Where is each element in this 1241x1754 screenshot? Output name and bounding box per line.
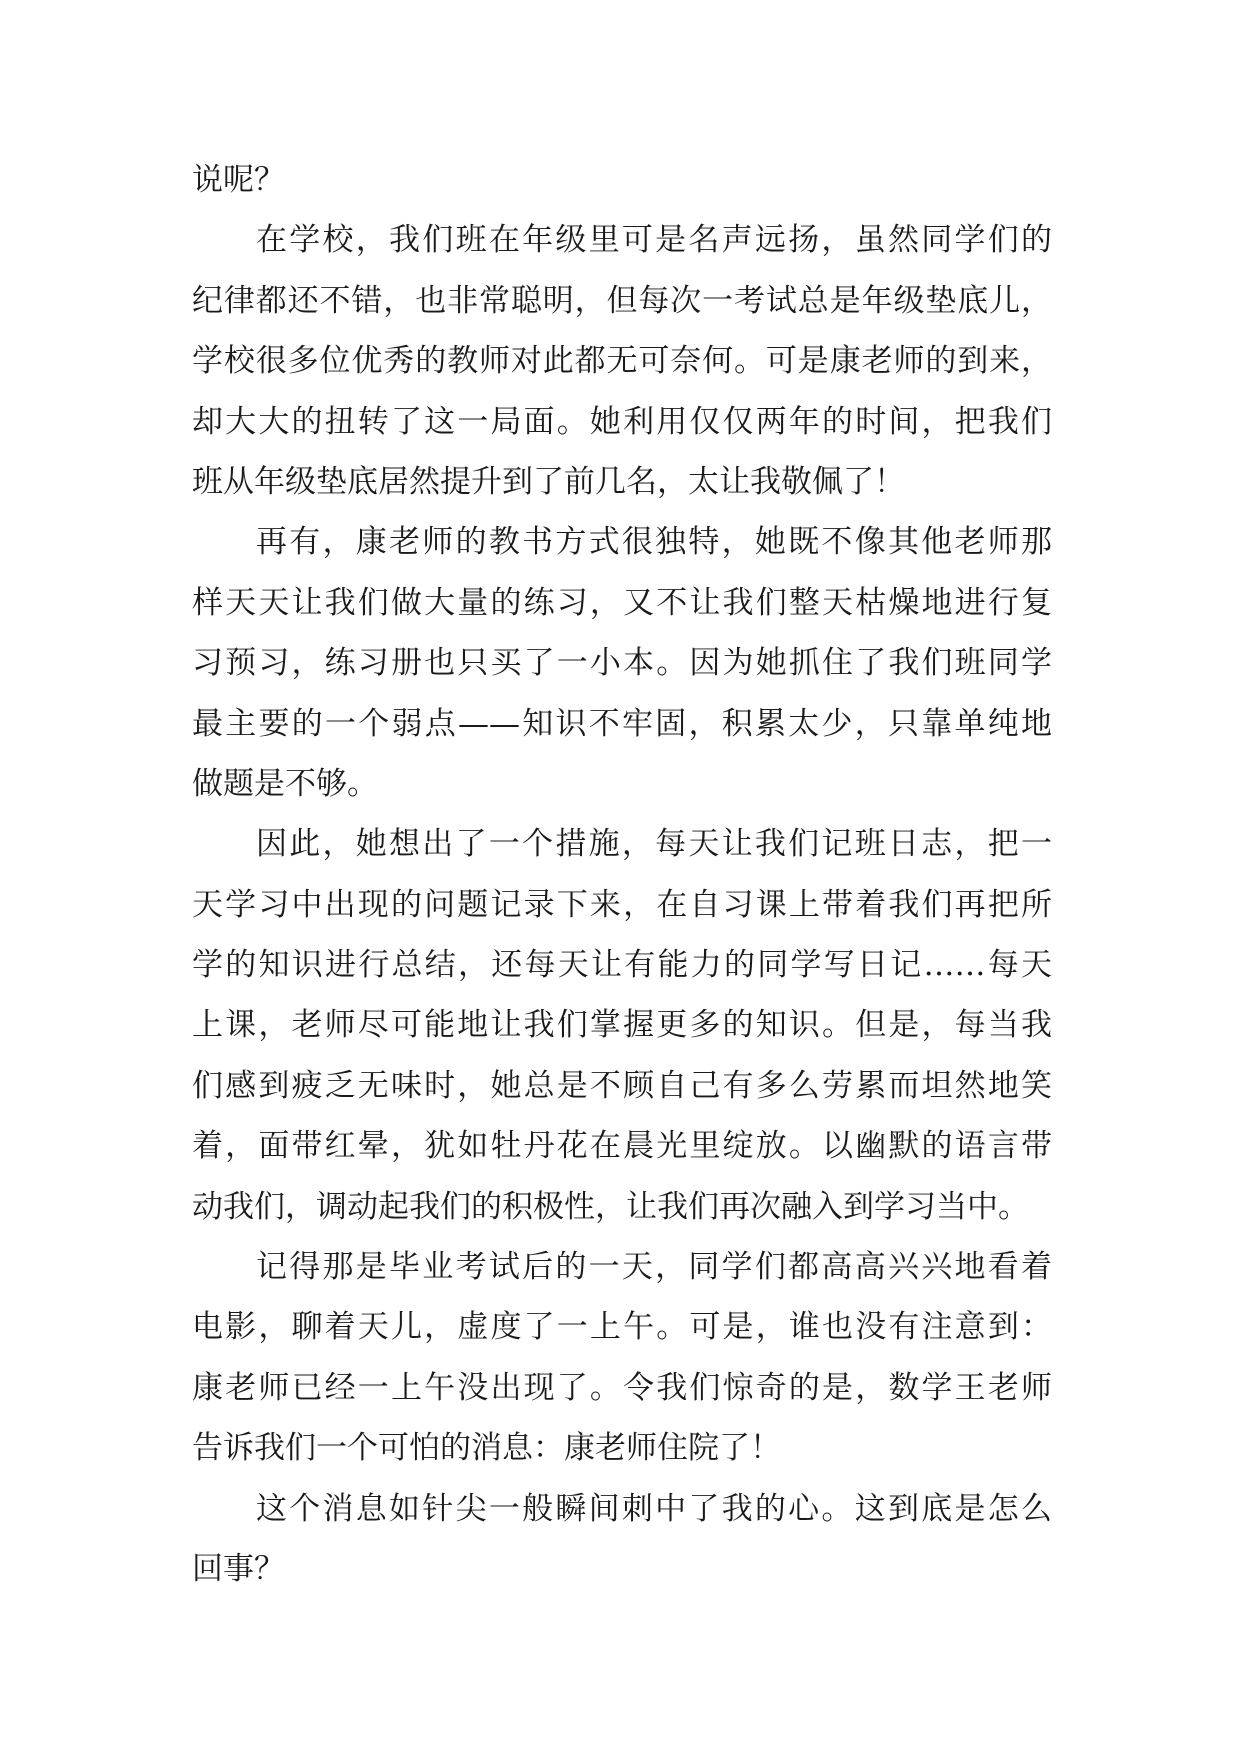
text-line: 记得那是毕业考试后的一天，同学们都高高兴兴地看着 xyxy=(256,1249,1052,1286)
text-line: 纪律都还不错，也非常聪明，但每次一考试总是年级垫底儿， xyxy=(192,282,1052,319)
body-text xyxy=(192,150,1052,1599)
text-line: 样天天让我们做大量的练习，又不让我们整天枯燥地进行复 xyxy=(192,584,1052,621)
text-line: 在学校，我们班在年级里可是名声远扬，虽然同学们的 xyxy=(256,222,1052,259)
text-line: 因此，她想出了一个措施，每天让我们记班日志，把一 xyxy=(256,826,1052,863)
text-line: 学校很多位优秀的教师对此都无可奈何。可是康老师的到来， xyxy=(192,343,1052,380)
text-line: 这个消息如针尖一般瞬间刺中了我的心。这到底是怎么 xyxy=(256,1490,1052,1527)
text-line: 天学习中出现的问题记录下来，在自习课上带着我们再把所 xyxy=(192,886,1052,923)
text-line: 着，面带红晕，犹如牡丹花在晨光里绽放。以幽默的语言带 xyxy=(192,1128,1052,1165)
text-line: 告诉我们一个可怕的消息：康老师住院了！ xyxy=(192,1430,781,1467)
text-line: 却大大的扭转了这一局面。她利用仅仅两年的时间，把我们 xyxy=(192,403,1052,440)
text-line: 电影，聊着天儿，虚度了一上午。可是，谁也没有注意到： xyxy=(192,1309,1052,1346)
text-line: 动我们，调动起我们的积极性，让我们再次融入到学习当中。 xyxy=(192,1188,1029,1225)
text-line: 学的知识进行总结，还每天让有能力的同学写日记……每天 xyxy=(192,947,1052,984)
text-line: 回事？ xyxy=(192,1550,285,1587)
text-line: 习预习，练习册也只买了一小本。因为她抓住了我们班同学 xyxy=(192,645,1052,682)
text-line: 再有，康老师的教书方式很独特，她既不像其他老师那 xyxy=(256,524,1052,561)
text-line: 做题是不够。 xyxy=(192,765,378,802)
text-line: 最主要的一个弱点——知识不牢固，积累太少，只靠单纯地 xyxy=(192,705,1052,742)
text-line: 康老师已经一上午没出现了。令我们惊奇的是，数学王老师 xyxy=(192,1369,1052,1406)
text-line: 班从年级垫底居然提升到了前几名，太让我敬佩了！ xyxy=(192,463,905,500)
text-line: 们感到疲乏无味时，她总是不顾自己有多么劳累而坦然地笑 xyxy=(192,1067,1052,1104)
text-line: 说呢？ xyxy=(192,162,285,198)
text-line: 上课，老师尽可能地让我们掌握更多的知识。但是，每当我 xyxy=(192,1007,1052,1044)
